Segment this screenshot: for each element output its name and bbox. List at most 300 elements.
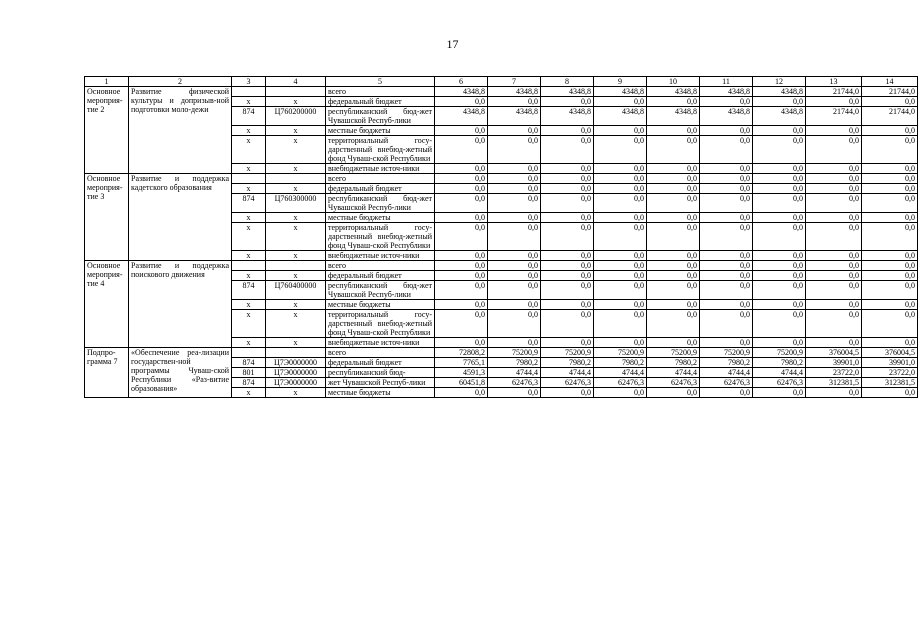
amount-cell: 0,0 [541,97,594,107]
amount-cell: 0,0 [594,261,647,271]
amount-cell: 0,0 [594,136,647,164]
amount-cell: 0,0 [806,164,862,174]
amount-cell: 7980,2 [541,358,594,368]
amount-cell: 0,0 [541,164,594,174]
amount-cell: 0,0 [594,271,647,281]
column-number: 4 [266,77,326,87]
column-number: 7 [488,77,541,87]
amount-cell: 4348,8 [753,87,806,97]
budget-classification-code: x [266,300,326,310]
amount-cell: 4348,8 [541,87,594,97]
amount-cell: 0,0 [806,310,862,338]
amount-cell: 0,0 [700,194,753,213]
funding-source: всего [326,261,435,271]
amount-cell: 0,0 [700,97,753,107]
amount-cell: 0,0 [435,136,488,164]
program-label: Основное мероприя-тие 2 [85,87,129,174]
amount-cell: 0,0 [700,126,753,136]
amount-cell: 0,0 [806,184,862,194]
column-number: 9 [594,77,647,87]
program-label: Основное мероприя-тие 3 [85,174,129,261]
amount-cell: 0,0 [862,251,918,261]
grbs-code [232,261,266,271]
amount-cell: 4744,4 [753,368,806,378]
amount-cell: 39901,0 [806,358,862,368]
amount-cell: 376004,5 [862,348,918,358]
table-row [85,261,918,271]
amount-cell: 4744,4 [700,368,753,378]
amount-cell: 0,0 [700,164,753,174]
amount-cell: 4348,8 [541,107,594,126]
program-name: Развитие физической культуры и допризыв-ной подготовки моло-дежи [129,87,232,174]
amount-cell: 0,0 [806,194,862,213]
amount-cell: 62476,3 [647,378,700,388]
budget-classification-code [266,261,326,271]
amount-cell: 0,0 [647,338,700,348]
amount-cell: 0,0 [862,310,918,338]
amount-cell: 0,0 [806,261,862,271]
amount-cell: 0,0 [862,97,918,107]
amount-cell: 0,0 [488,213,541,223]
amount-cell: 312381,5 [862,378,918,388]
amount-cell: 23722,0 [806,368,862,378]
amount-cell: 0,0 [700,310,753,338]
amount-cell: 0,0 [541,300,594,310]
amount-cell: 0,0 [700,261,753,271]
budget-classification-code: Ц760200000 [266,107,326,126]
amount-cell: 0,0 [862,261,918,271]
amount-cell: 0,0 [753,300,806,310]
amount-cell: 0,0 [647,164,700,174]
table-row [85,174,918,184]
amount-cell: 7980,2 [753,358,806,368]
amount-cell: 4744,4 [594,368,647,378]
amount-cell: 0,0 [806,126,862,136]
grbs-code: 874 [232,194,266,213]
amount-cell: 0,0 [488,271,541,281]
amount-cell: 0,0 [647,261,700,271]
amount-cell: 0,0 [488,194,541,213]
amount-cell: 62476,3 [700,378,753,388]
grbs-code: x [232,388,266,398]
amount-cell: 0,0 [806,388,862,398]
amount-cell: 0,0 [594,338,647,348]
funding-source: территориальный госу-дарственный внебюд-жетный фонд Чуваш-ской Республики [326,223,435,251]
amount-cell: 62476,3 [753,378,806,388]
funding-source: всего [326,348,435,358]
column-number: 3 [232,77,266,87]
amount-cell: 0,0 [862,136,918,164]
amount-cell: 75200,9 [700,348,753,358]
grbs-code: x [232,338,266,348]
amount-cell: 4348,8 [594,87,647,97]
budget-classification-code: x [266,271,326,281]
table-header-row [85,77,918,87]
program-name: Развитие и поддержка поискового движения [129,261,232,348]
amount-cell: 0,0 [647,281,700,300]
amount-cell: 0,0 [435,213,488,223]
amount-cell: 0,0 [753,184,806,194]
amount-cell: 0,0 [700,136,753,164]
budget-table [84,76,918,398]
grbs-code: x [232,97,266,107]
amount-cell: 312381,5 [806,378,862,388]
amount-cell: 23722,0 [862,368,918,378]
amount-cell: 0,0 [753,251,806,261]
amount-cell: 0,0 [647,194,700,213]
amount-cell: 0,0 [806,271,862,281]
amount-cell: 0,0 [594,251,647,261]
amount-cell: 0,0 [862,338,918,348]
amount-cell: 0,0 [862,126,918,136]
amount-cell: 0,0 [488,300,541,310]
amount-cell: 0,0 [594,97,647,107]
amount-cell: 0,0 [488,126,541,136]
amount-cell: 0,0 [700,223,753,251]
amount-cell: 0,0 [862,213,918,223]
amount-cell: 4348,8 [700,107,753,126]
grbs-code: x [232,271,266,281]
amount-cell: 4348,8 [594,107,647,126]
amount-cell: 0,0 [488,251,541,261]
amount-cell: 0,0 [435,184,488,194]
budget-classification-code: x [266,164,326,174]
page-number: 17 [446,37,459,51]
grbs-code [232,348,266,358]
budget-classification-code: Ц760400000 [266,281,326,300]
amount-cell: 0,0 [753,126,806,136]
amount-cell: 0,0 [435,261,488,271]
amount-cell: 39901,0 [862,358,918,368]
amount-cell: 0,0 [806,281,862,300]
amount-cell: 0,0 [862,194,918,213]
amount-cell: 0,0 [435,174,488,184]
amount-cell: 0,0 [753,97,806,107]
amount-cell: 4348,8 [488,87,541,97]
amount-cell: 4591,3 [435,368,488,378]
amount-cell: 0,0 [753,261,806,271]
amount-cell: 7980,2 [488,358,541,368]
amount-cell: 0,0 [700,338,753,348]
grbs-code: 874 [232,107,266,126]
amount-cell: 0,0 [541,271,594,281]
amount-cell: 0,0 [488,184,541,194]
amount-cell: 0,0 [647,174,700,184]
amount-cell: 376004,5 [806,348,862,358]
amount-cell: 7765,1 [435,358,488,368]
funding-source: территориальный госу-дарственный внебюд-жетный фонд Чуваш-ской Республики [326,310,435,338]
amount-cell: 0,0 [541,184,594,194]
budget-classification-code: Ц7Э0000000 [266,358,326,368]
funding-source: республиканский бюд-жет Чувашской Респуб-лики [326,107,435,126]
amount-cell: 0,0 [435,194,488,213]
budget-classification-code: x [266,251,326,261]
amount-cell: 0,0 [647,223,700,251]
amount-cell: 21744,0 [862,107,918,126]
amount-cell: 0,0 [435,271,488,281]
amount-cell: 0,0 [488,261,541,271]
program-label: Подпро-грамма 7 [85,348,129,398]
amount-cell: 0,0 [806,174,862,184]
budget-classification-code: x [266,310,326,338]
program-label: Основное мероприя-тие 4 [85,261,129,348]
amount-cell: 75200,9 [594,348,647,358]
amount-cell: 0,0 [435,310,488,338]
amount-cell: 0,0 [488,310,541,338]
amount-cell: 4744,4 [488,368,541,378]
amount-cell: 0,0 [594,300,647,310]
budget-classification-code [266,174,326,184]
amount-cell: 21744,0 [862,87,918,97]
amount-cell: 0,0 [435,97,488,107]
budget-classification-code: x [266,184,326,194]
amount-cell: 0,0 [488,388,541,398]
amount-cell: 0,0 [806,338,862,348]
amount-cell: 0,0 [700,388,753,398]
budget-classification-code: x [266,97,326,107]
funding-source: федеральный бюджет [326,358,435,368]
grbs-code: x [232,164,266,174]
amount-cell: 62476,3 [541,378,594,388]
funding-source: местные бюджеты [326,300,435,310]
amount-cell: 0,0 [862,388,918,398]
amount-cell: 0,0 [647,136,700,164]
budget-classification-code: x [266,213,326,223]
amount-cell: 0,0 [541,281,594,300]
amount-cell: 0,0 [594,164,647,174]
amount-cell: 0,0 [700,271,753,281]
funding-source: местные бюджеты [326,126,435,136]
amount-cell: 0,0 [647,271,700,281]
amount-cell: 0,0 [700,300,753,310]
grbs-code: x [232,300,266,310]
program-name: «Обеспечение реа-лизации государствен-ной программы Чуваш-ской Республики «Раз-витие образования» [129,348,232,398]
amount-cell: 4348,8 [700,87,753,97]
grbs-code: x [232,213,266,223]
amount-cell: 4744,4 [541,368,594,378]
amount-cell: 0,0 [541,194,594,213]
amount-cell: 0,0 [435,164,488,174]
amount-cell: 0,0 [753,194,806,213]
amount-cell: 62476,3 [488,378,541,388]
amount-cell: 0,0 [435,300,488,310]
amount-cell: 75200,9 [753,348,806,358]
amount-cell: 0,0 [862,164,918,174]
amount-cell: 0,0 [647,213,700,223]
funding-source: федеральный бюджет [326,184,435,194]
amount-cell: 0,0 [806,300,862,310]
amount-cell: 75200,9 [647,348,700,358]
column-number: 13 [806,77,862,87]
grbs-code: 874 [232,281,266,300]
funding-source: республиканский бюд- [326,368,435,378]
amount-cell: 0,0 [488,164,541,174]
amount-cell: 0,0 [862,174,918,184]
amount-cell: 0,0 [647,388,700,398]
grbs-code: x [232,126,266,136]
amount-cell: 0,0 [541,136,594,164]
amount-cell: 0,0 [700,184,753,194]
column-number: 12 [753,77,806,87]
amount-cell: 0,0 [488,338,541,348]
amount-cell: 0,0 [753,174,806,184]
funding-source: внебюджетные источ-ники [326,338,435,348]
amount-cell: 0,0 [594,174,647,184]
program-name: Развитие и поддержка кадетского образования [129,174,232,261]
grbs-code: 874 [232,358,266,368]
amount-cell: 0,0 [488,281,541,300]
amount-cell: 0,0 [862,223,918,251]
funding-source: местные бюджеты [326,213,435,223]
funding-source: всего [326,87,435,97]
amount-cell: 0,0 [700,174,753,184]
budget-classification-code: x [266,388,326,398]
amount-cell: 0,0 [594,281,647,300]
amount-cell: 0,0 [541,223,594,251]
amount-cell: 21744,0 [806,87,862,97]
amount-cell: 0,0 [594,194,647,213]
column-number: 8 [541,77,594,87]
amount-cell: 0,0 [541,338,594,348]
amount-cell: 0,0 [647,310,700,338]
grbs-code: 874 [232,378,266,388]
amount-cell: 0,0 [541,261,594,271]
amount-cell: 0,0 [753,136,806,164]
funding-source: федеральный бюджет [326,271,435,281]
grbs-code [232,174,266,184]
funding-source: республиканский бюд-жет Чувашской Респуб-лики [326,281,435,300]
amount-cell: 0,0 [541,126,594,136]
amount-cell: 0,0 [753,281,806,300]
budget-classification-code: x [266,223,326,251]
amount-cell: 4744,4 [647,368,700,378]
amount-cell: 0,0 [435,338,488,348]
amount-cell: 0,0 [488,174,541,184]
amount-cell: 4348,8 [435,87,488,97]
funding-source: республиканский бюд-жет Чувашской Респуб-лики [326,194,435,213]
amount-cell: 0,0 [594,388,647,398]
column-number: 10 [647,77,700,87]
grbs-code: x [232,184,266,194]
amount-cell: 0,0 [647,184,700,194]
amount-cell: 0,0 [435,251,488,261]
amount-cell: 0,0 [594,310,647,338]
amount-cell: 0,0 [753,164,806,174]
amount-cell: 0,0 [594,223,647,251]
amount-cell: 7980,2 [594,358,647,368]
amount-cell: 0,0 [753,213,806,223]
amount-cell: 0,0 [806,251,862,261]
grbs-code: x [232,310,266,338]
amount-cell: 0,0 [647,97,700,107]
amount-cell: 0,0 [488,97,541,107]
funding-source: территориальный госу-дарственный внебюд-жетный фонд Чуваш-ской Республики [326,136,435,164]
amount-cell: 0,0 [541,251,594,261]
amount-cell: 4348,8 [488,107,541,126]
amount-cell: 0,0 [753,388,806,398]
amount-cell: 0,0 [541,174,594,184]
amount-cell: 21744,0 [806,107,862,126]
table-row [85,348,918,358]
amount-cell: 0,0 [700,213,753,223]
grbs-code: x [232,223,266,251]
amount-cell: 75200,9 [488,348,541,358]
column-number: 2 [129,77,232,87]
amount-cell: 0,0 [753,271,806,281]
grbs-code [232,87,266,97]
funding-source: внебюджетные источ-ники [326,164,435,174]
budget-classification-code: x [266,338,326,348]
amount-cell: 0,0 [806,223,862,251]
amount-cell: 0,0 [753,310,806,338]
amount-cell: 0,0 [488,223,541,251]
column-number: 5 [326,77,435,87]
table-row [85,87,918,97]
amount-cell: 4348,8 [647,107,700,126]
amount-cell: 75200,9 [541,348,594,358]
amount-cell: 0,0 [435,223,488,251]
budget-classification-code: x [266,136,326,164]
amount-cell: 62476,3 [594,378,647,388]
amount-cell: 0,0 [647,126,700,136]
grbs-code: x [232,251,266,261]
amount-cell: 0,0 [753,338,806,348]
amount-cell: 72808,2 [435,348,488,358]
budget-classification-code: Ц760300000 [266,194,326,213]
funding-source: местные бюджеты [326,388,435,398]
amount-cell: 0,0 [647,300,700,310]
amount-cell: 0,0 [435,126,488,136]
amount-cell: 0,0 [435,388,488,398]
amount-cell: 0,0 [541,388,594,398]
amount-cell: 4348,8 [435,107,488,126]
amount-cell: 0,0 [594,184,647,194]
amount-cell: 0,0 [806,213,862,223]
amount-cell: 0,0 [594,126,647,136]
funding-source: всего [326,174,435,184]
amount-cell: 0,0 [647,251,700,261]
funding-source: внебюджетные источ-ники [326,251,435,261]
column-number: 11 [700,77,753,87]
grbs-code: x [232,136,266,164]
budget-classification-code: Ц7Э0000000 [266,378,326,388]
budget-classification-code: x [266,126,326,136]
amount-cell: 0,0 [806,97,862,107]
amount-cell: 0,0 [862,184,918,194]
amount-cell: 0,0 [700,251,753,261]
amount-cell: 0,0 [435,281,488,300]
column-number: 14 [862,77,918,87]
amount-cell: 0,0 [541,213,594,223]
amount-cell: 0,0 [700,281,753,300]
amount-cell: 7980,2 [700,358,753,368]
budget-classification-code: Ц7Э0000000 [266,368,326,378]
funding-source: жет Чувашской Респуб-лики [326,378,435,388]
amount-cell: 60451,8 [435,378,488,388]
amount-cell: 0,0 [594,213,647,223]
funding-source: федеральный бюджет [326,97,435,107]
amount-cell: 0,0 [753,223,806,251]
budget-classification-code [266,87,326,97]
grbs-code: 801 [232,368,266,378]
amount-cell: 0,0 [862,300,918,310]
column-number: 6 [435,77,488,87]
amount-cell: 7980,2 [647,358,700,368]
amount-cell: 0,0 [541,310,594,338]
amount-cell: 0,0 [862,271,918,281]
amount-cell: 0,0 [862,281,918,300]
column-number: 1 [85,77,129,87]
